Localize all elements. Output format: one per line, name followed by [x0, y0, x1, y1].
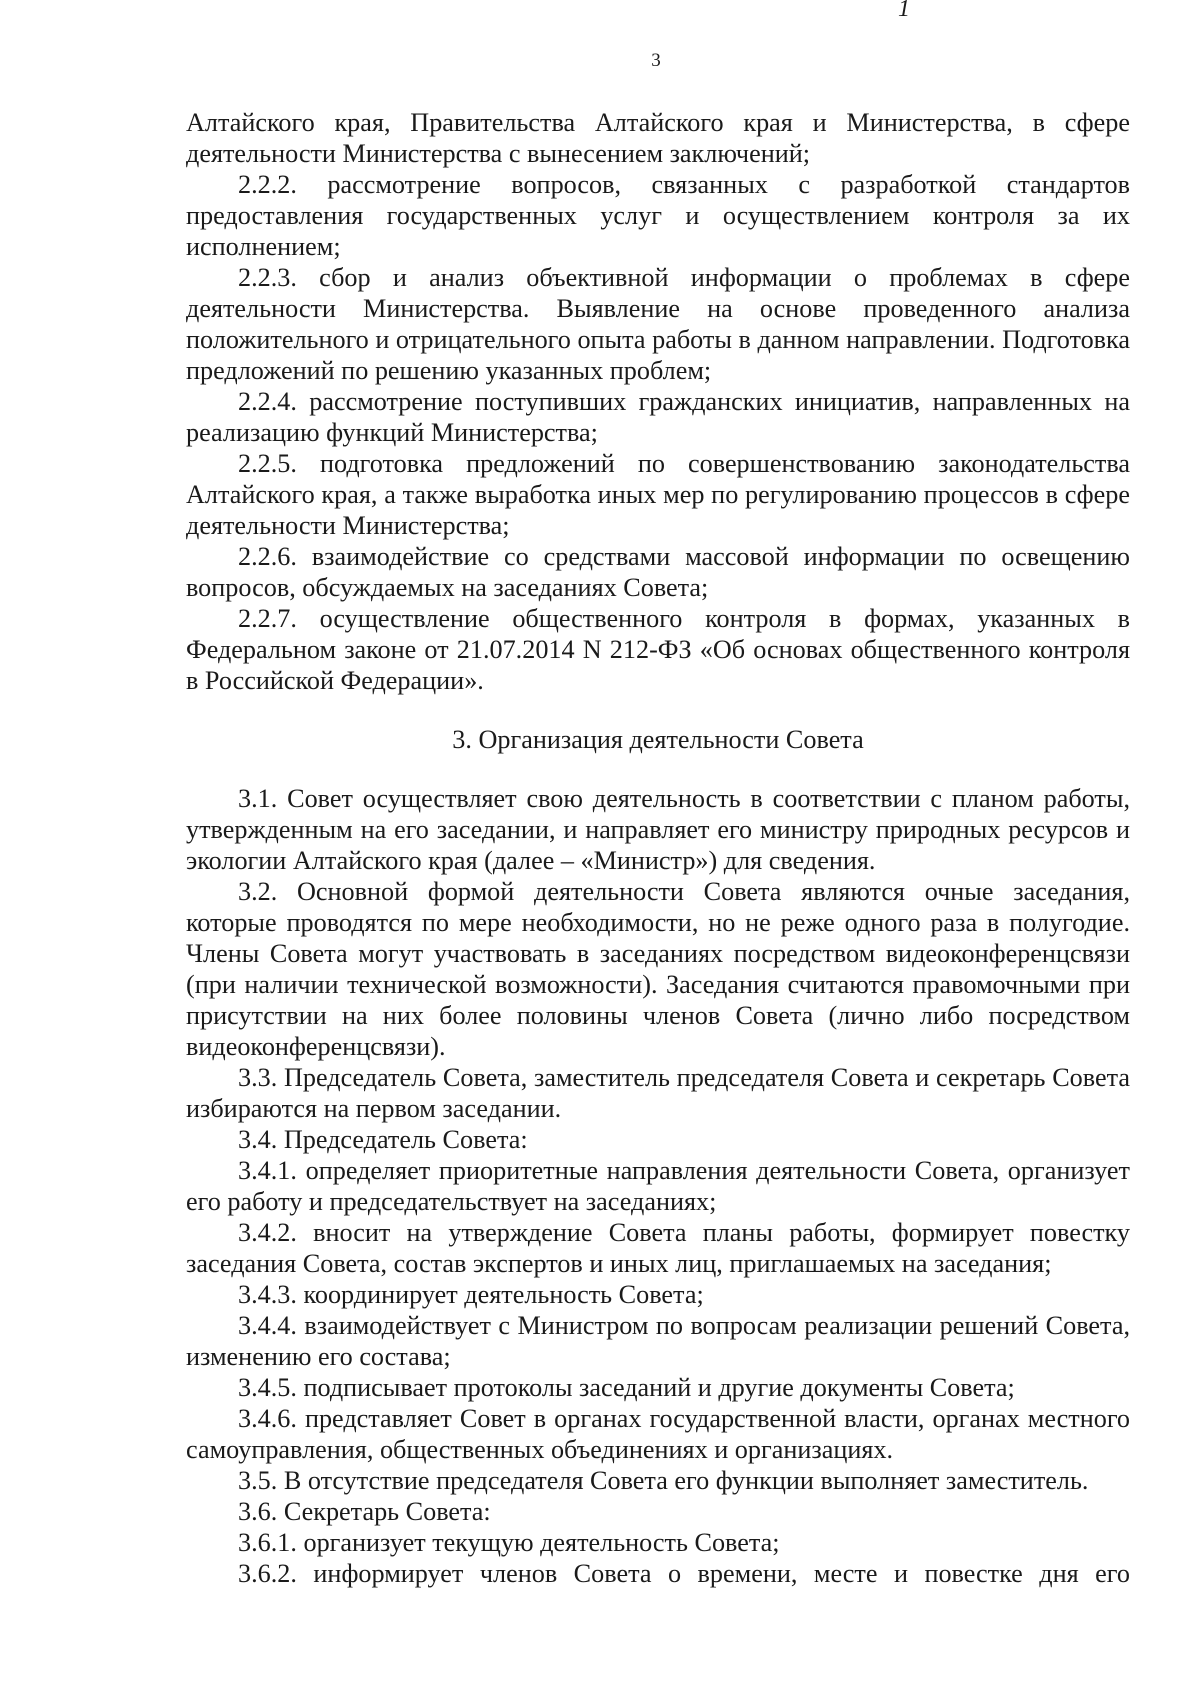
paragraph-3-1: 3.1. Совет осуществляет свою деятельность в соответствии с планом работы, утвержденным на его заседании, и направляет его министру природных ресурсов и экологии Алтайского края (далее – «Министр») для сведения.: [186, 784, 1130, 875]
paragraph-2-2-5: 2.2.5. подготовка предложений по совершенствованию законодательства Алтайского края, а также выработка иных мер по регулированию процессов в сфере деятельности Министерства;: [186, 449, 1130, 540]
paragraph-3-4-4: 3.4.4. взаимодействует с Министром по вопросам реализации решений Совета, изменению его состава;: [186, 1311, 1130, 1371]
paragraph-3-4-6: 3.4.6. представляет Совет в органах государственной власти, органах местного самоуправления, общественных объединениях и организациях.: [186, 1404, 1130, 1464]
page-number: 3: [651, 50, 661, 71]
paragraph-3-4-3: 3.4.3. координирует деятельность Совета;: [238, 1280, 704, 1309]
paragraph-3-6-2: 3.6.2. информирует членов Совета о времени, месте и повестке дня его: [238, 1559, 1130, 1588]
paragraph-3-4-1: 3.4.1. определяет приоритетные направления деятельности Совета, организует его работу и председательствует на заседаниях;: [186, 1156, 1130, 1216]
paragraph-3-4: 3.4. Председатель Совета:: [238, 1125, 528, 1154]
paragraph-3-4-5: 3.4.5. подписывает протоколы заседаний и другие документы Совета;: [238, 1373, 1015, 1402]
paragraph-3-4-2: 3.4.2. вносит на утверждение Совета планы работы, формирует повестку заседания Совета, состав экспертов и иных лиц, приглашаемых на заседания;: [186, 1218, 1130, 1278]
paragraph-2-2-6: 2.2.6. взаимодействие со средствами массовой информации по освещению вопросов, обсуждаемых на заседаниях Совета;: [186, 542, 1130, 602]
paragraph-3-5: 3.5. В отсутствие председателя Совета его функции выполняет заместитель.: [238, 1466, 1089, 1495]
paragraph-2-2-2: 2.2.2. рассмотрение вопросов, связанных с разработкой стандартов предоставления государственных услуг и осуществлением контроля за их исполнением;: [186, 170, 1130, 261]
section-3-heading: 3. Организация деятельности Совета: [452, 725, 864, 754]
paragraph-3-6-1: 3.6.1. организует текущую деятельность Совета;: [238, 1528, 780, 1557]
paragraph-3-3: 3.3. Председатель Совета, заместитель председателя Совета и секретарь Совета избираются на первом заседании.: [186, 1063, 1130, 1123]
paragraph-3-2: 3.2. Основной формой деятельности Совета являются очные заседания, которые проводятся по мере необходимости, но не реже одного раза в полугодие. Члены Совета могут участвовать в заседаниях посредством видеоконференцсвязи (при наличии технической возможности). Заседания считаются правомочными при присутствии на них более половины членов Совета (лично либо посредством видеоконференцсвязи).: [186, 877, 1130, 1061]
corner-mark: 1: [898, 0, 910, 22]
paragraph-3-6: 3.6. Секретарь Совета:: [238, 1497, 491, 1526]
paragraph-2-2-3: 2.2.3. сбор и анализ объективной информации о проблемах в сфере деятельности Министерства. Выявление на основе проведенного анализа положительного и отрицательного опыта работы в данном направлении. Подготовка предложений по решению указанных проблем;: [186, 263, 1130, 385]
paragraph-2-2-4: 2.2.4. рассмотрение поступивших гражданских инициатив, направленных на реализацию функций Министерства;: [186, 387, 1130, 447]
paragraph-2-2-7: 2.2.7. осуществление общественного контроля в формах, указанных в Федеральном законе от 21.07.2014 N 212-ФЗ «Об основах общественного контроля в Российской Федерации».: [186, 604, 1130, 695]
document-body: [186, 107, 1130, 1589]
paragraph-2-2-1-continuation: Алтайского края, Правительства Алтайского края и Министерства, в сфере деятельности Министерства с вынесением заключений;: [186, 108, 1130, 168]
